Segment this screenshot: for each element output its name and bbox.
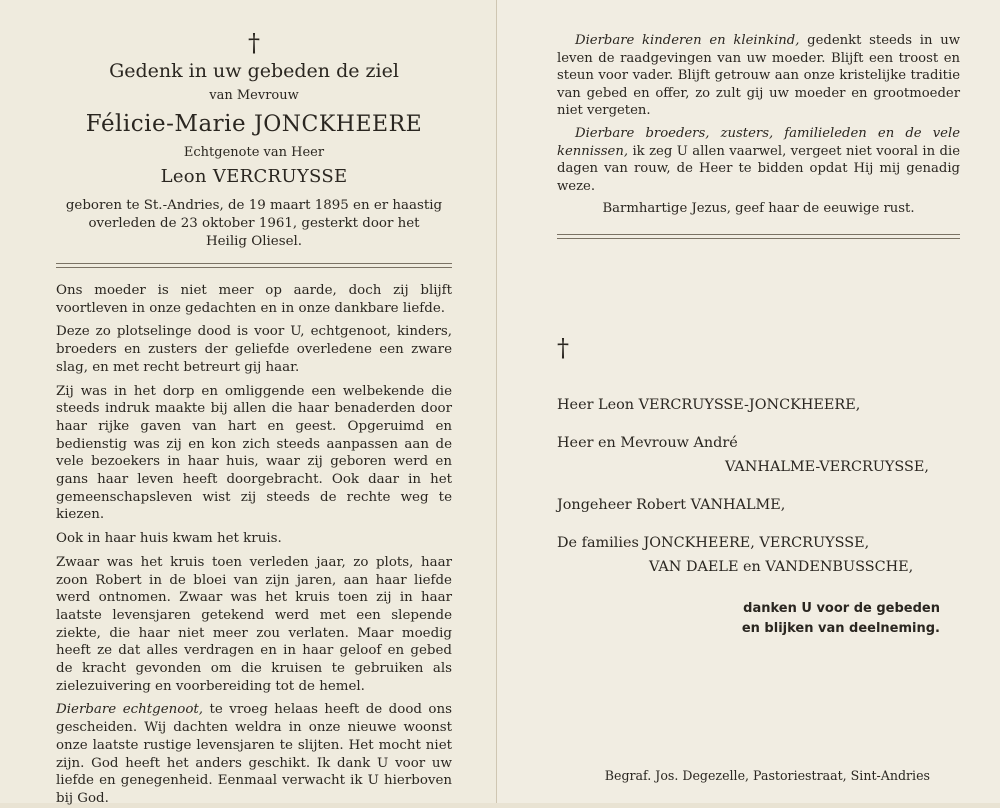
family-line: Jongeheer Robert VANHALME, [557,496,786,513]
double-rule [557,234,960,239]
paragraph [557,32,960,120]
sacrament-line: Heilig Oliesel. [205,234,303,249]
thanks-text [557,599,960,639]
spouse-intro: Echtgenote van Heer [183,145,325,160]
mrs-line: van Mevrouw [209,88,299,103]
left-text [56,282,452,808]
paragraph-text: ik zeg U allen vaarwel, vergeet niet vooral in die dagen van rouw, de Heer te bidden opdat Hij mij genadig weze. [557,143,960,194]
family-line: VAN DAELE en VANDENBUSSCHE, [649,558,914,575]
paragraph: Zij was in het dorp en omliggende een welbekende die steeds indruk maakte bij allen die haar benaderden door haar rijke gaven van hart en geest. Opgeruimd en bedienstig was zij en kon zich steeds aanpassen aan de vele bezoekers in haar huis, waar zij geboren werd en gans haar leven heeft doorgebracht. Ook daar in het gemeenschapsleven wist zij steeds de rechte weg te kiezen. [56,383,452,523]
right-page [497,0,1000,803]
cross-icon: † [557,333,569,362]
cross-icon: † [248,29,260,57]
husband-name: Leon VERCRUYSSE [160,166,348,187]
intro-line: Gedenk in uw gebeden de ziel [109,60,399,82]
right-text [557,32,960,218]
deceased-surname: JONCKHEERE [253,112,423,137]
paragraph: Ons moeder is niet meer op aarde, doch zij blijft voortleven in onze gedachten en in onze dankbare liefde. [56,283,452,316]
left-page [0,0,497,806]
paragraph-text: te vroeg helaas heeft de dood ons gescheiden. Wij dachten weldra in onze nieuwe woonst onze laatste rustige levensjaren te slijten. Het mocht niet zijn. God heeft het anders geschikt. Ik dank U voor uw liefde en genegenheid. Eenmaal verwacht ik U hierboven bij God. [56,702,452,806]
address-children: Dierbare kinderen en kleinkind, [575,33,800,48]
family-line: Heer Leon VERCRUYSSE-JONCKHEERE, [557,396,861,413]
paragraph [557,125,960,195]
paragraph: Deze zo plotselinge dood is voor U, echtgenoot, kinders, broeders en zusters der geliefde overledene een zware slag, en met recht betreurt gij haar. [56,324,452,375]
paragraph: Zwaar was het kruis toen verleden jaar, zo plots, haar zoon Robert in de bloei van zijn jaren, aan haar liefde werd ontnomen. Zwaar was het kruis toen zij in haar laatste levensjaren getekend werd met een slepende ziekte, die haar niet meer zou verlaten. Maar moedig heeft ze dat alles verdragen en in haar geloof en gebed de kracht gevonden om die kruisen te gebruiken als zielezuivering en voorbereiding tot de hemel. [56,554,452,694]
deceased-name [56,111,452,137]
address-family: Dierbare broeders, zusters, familieleden en de vele kennissen, [557,125,960,159]
paragraph [56,701,452,807]
death-line: overleden de 23 oktober 1961, gesterkt door het [88,216,420,231]
deceased-first-name: Félicie-Marie [85,111,247,137]
family-list [557,395,960,577]
birth-line: geboren te St.-Andries, de 19 maart 1895 en er haastig [65,198,443,213]
address-spouse: Dierbare echtgenoot, [56,702,204,718]
thanks-line: en blijken van deelneming. [741,620,940,636]
printer-credit: Begraf. Jos. Degezelle, Pastoriestraat, Sint-Andries [604,768,930,783]
double-rule [56,263,452,268]
birth-death-info [56,197,452,251]
family-line: Heer en Mevrouw André [557,434,738,451]
paragraph-text: gedenkt steeds in uw leven de raadgevingen van uw moeder. Blijft een troost en steun voor vader. Blijft getrouw aan onze kristelijke traditie van gebed en offer, zo zult gij uw moeder en grootmoeder niet vergeten. [557,33,961,119]
prayer-line: Barmhartige Jezus, geef haar de eeuwige rust. [602,201,915,217]
thanks-line: danken U voor de gebeden [743,600,940,616]
family-line: VANHALME-VERCRUYSSE, [725,458,929,475]
paragraph: Ook in haar huis kwam het kruis. [56,531,282,547]
family-line: De families JONCKHEERE, VERCRUYSSE, [557,534,870,551]
